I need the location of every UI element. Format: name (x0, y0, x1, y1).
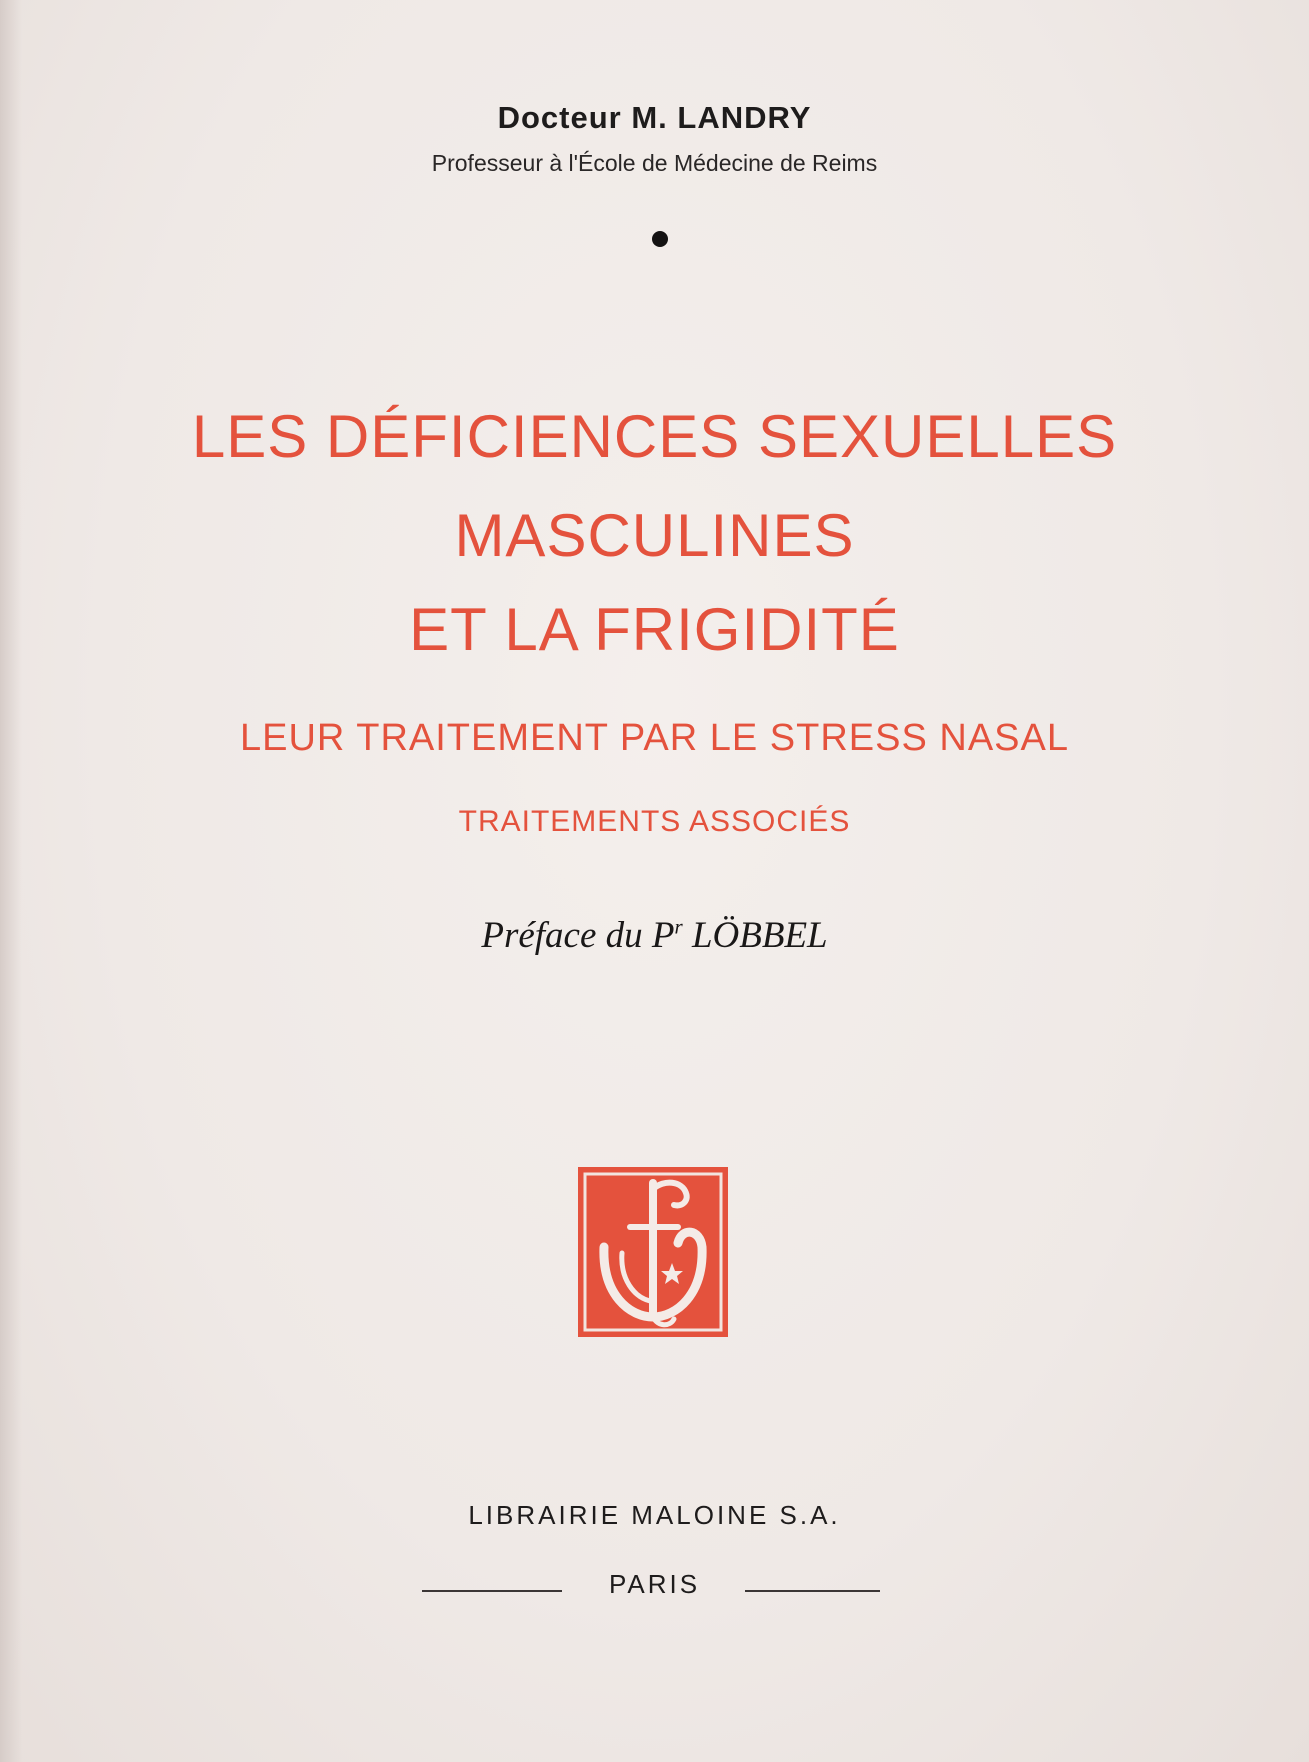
bullet-dot-icon (652, 231, 668, 247)
title-line-2: MASCULINES (454, 502, 855, 569)
publisher-city: PARIS (608, 1569, 701, 1599)
preface-superscript: r (674, 914, 683, 939)
page-edge-shadow (0, 0, 22, 1762)
subtitle: LEUR TRAITEMENT PAR LE STRESS NASAL (240, 717, 1069, 759)
preface-prefix: Préface du P (481, 915, 675, 956)
preface-line (0, 914, 1309, 957)
rule-right (745, 1590, 880, 1592)
author-name: Docteur M. LANDRY (497, 100, 812, 135)
publisher-city-row (0, 1569, 1309, 1609)
preface-name: LÖBBEL (682, 915, 828, 956)
publisher-monogram-icon (578, 1167, 728, 1337)
title-line-3: ET LA FRIGIDITÉ (409, 596, 900, 663)
publisher-name: LIBRAIRIE MALOINE S.A. (468, 1500, 841, 1530)
title-line-1: LES DÉFICIENCES SEXUELLES (191, 403, 1118, 470)
subtitle-associated: TRAITEMENTS ASSOCIÉS (458, 805, 851, 838)
author-affiliation: Professeur à l'École de Médecine de Reims (431, 150, 878, 176)
